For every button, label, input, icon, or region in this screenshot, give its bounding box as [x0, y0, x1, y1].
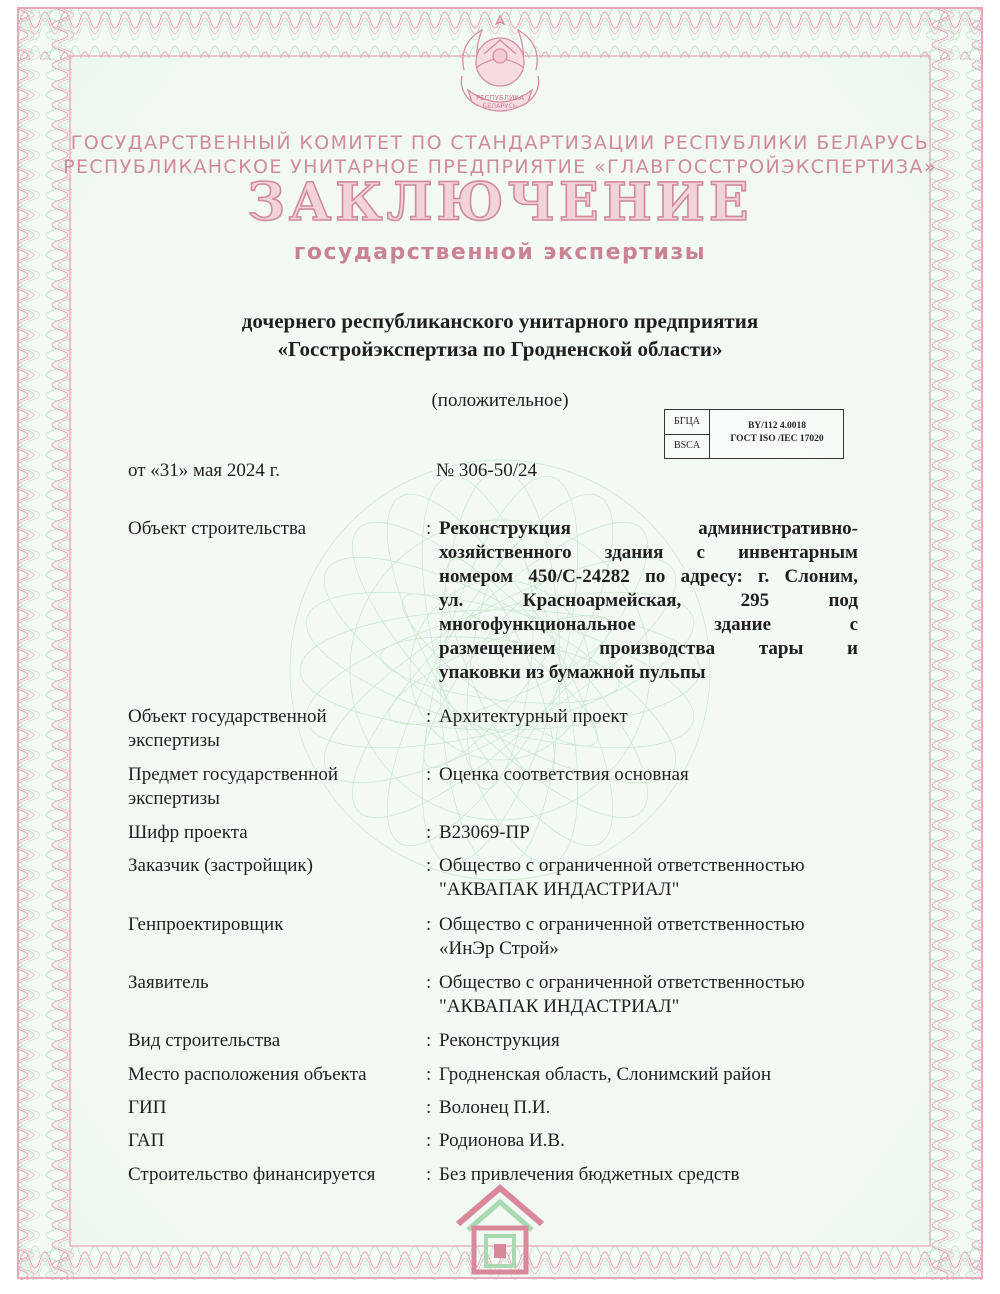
emblem-ribbon-line2: БЕЛАРУСЬ [482, 102, 518, 110]
value-line: "АКВАПАК ИНДАСТРИАЛ" [439, 879, 680, 900]
label-line: экспертизы [128, 730, 220, 751]
field-expertise-object-label [128, 705, 418, 753]
organization-line2: «Госстройэкспертиза по Гродненской области» [277, 337, 723, 361]
value-line: "АКВАПАК ИНДАСТРИАЛ" [439, 996, 680, 1017]
field-gap-value: Родионова И.В. [439, 1130, 565, 1151]
label-line: Объект государственной [128, 706, 327, 727]
field-gip-value: Волонец П.И. [439, 1097, 551, 1118]
document-title: ЗАКЛЮЧЕНИЕ [247, 172, 753, 233]
value-line: Общество с ограниченной ответственностью [439, 914, 805, 935]
organization-line1: дочернего республиканского унитарного предприятия [241, 309, 759, 333]
field-construction-type-value: Реконструкция [439, 1030, 560, 1051]
field-expertise-object-value: Архитектурный проект [439, 706, 628, 727]
conclusion-number: № 306-50/24 [436, 460, 537, 481]
object-line: номером 450/С-24282 по адресу: г. Слоним, [439, 566, 858, 587]
belarus-emblem-icon [444, 10, 556, 122]
field-colon: : [426, 764, 432, 785]
field-general-designer-value [439, 913, 858, 961]
accreditation-code: BY/112 4.0018 [747, 421, 807, 431]
field-general-designer-label: Генпроектировщик [128, 914, 284, 935]
field-financing-label: Строительство финансируется [128, 1164, 376, 1185]
field-colon: : [426, 1164, 432, 1185]
accreditation-standard: ГОСТ ISO /IEC 17020 [730, 434, 824, 444]
field-location-value: Гродненская область, Слонимский район [439, 1064, 772, 1085]
object-line: ул. Красноармейская, 295 под [439, 590, 858, 611]
field-construction-type-label: Вид строительства [128, 1030, 281, 1051]
field-expertise-subject-value: Оценка соответствия основная [439, 764, 689, 785]
accreditation-label-en: BSCA [673, 440, 701, 451]
label-line: экспертизы [128, 788, 220, 809]
field-applicant-label: Заявитель [128, 972, 209, 993]
house-logo-icon [452, 1180, 548, 1276]
issue-date: от «31» мая 2024 г. [128, 460, 281, 481]
field-project-code-label: Шифр проекта [128, 822, 248, 843]
conclusion-type: (положительное) [431, 390, 569, 411]
field-object-value [439, 517, 858, 685]
document-subtitle: государственной экспертизы [293, 240, 707, 265]
object-line: хозяйственного здания с инвентарным [439, 542, 858, 563]
field-colon: : [426, 822, 432, 843]
field-financing-value: Без привлечения бюджетных средств [439, 1164, 740, 1185]
field-colon: : [426, 972, 432, 993]
field-colon: : [426, 1097, 432, 1118]
field-applicant-value [439, 971, 858, 1019]
field-customer-value [439, 854, 858, 902]
value-line: Общество с ограниченной ответственностью [439, 855, 805, 876]
object-line: многофункциональное здание с [439, 614, 858, 635]
field-customer-label: Заказчик (застройщик) [128, 855, 313, 876]
accreditation-label-ru: БГЦА [665, 410, 709, 435]
field-project-code-value: В23069-ПР [439, 822, 530, 843]
field-location-label: Место расположения объекта [128, 1064, 367, 1085]
field-colon: : [426, 1064, 432, 1085]
enterprise-header: РЕСПУБЛИКАНСКОЕ УНИТАРНОЕ ПРЕДПРИЯТИЕ «ГЛАВГОССТРОЙЭКСПЕРТИЗА» [63, 156, 937, 178]
value-line: Общество с ограниченной ответственностью [439, 972, 805, 993]
field-colon: : [426, 914, 432, 935]
object-line: размещением производства тары и [439, 638, 858, 659]
field-colon: : [426, 518, 432, 539]
field-colon: : [426, 855, 432, 876]
object-line: Реконструкция административно- [439, 518, 858, 539]
field-gip-label: ГИП [128, 1097, 167, 1118]
label-line: Предмет государственной [128, 764, 338, 785]
committee-header: ГОСУДАРСТВЕННЫЙ КОМИТЕТ ПО СТАНДАРТИЗАЦИИ РЕСПУБЛИКИ БЕЛАРУСЬ [70, 132, 930, 154]
field-colon: : [426, 1130, 432, 1151]
field-expertise-subject-label [128, 763, 418, 811]
accreditation-box [664, 409, 844, 459]
accreditation-divider [709, 410, 710, 458]
emblem-ribbon-line1: РЕСПУБЛИКА [475, 94, 525, 102]
field-colon: : [426, 1030, 432, 1051]
field-object-label: Объект строительства [128, 518, 307, 539]
field-gap-label: ГАП [128, 1130, 165, 1151]
object-line: упаковки из бумажной пульпы [439, 662, 706, 683]
field-colon: : [426, 706, 432, 727]
value-line: «ИнЭр Строй» [439, 938, 559, 959]
